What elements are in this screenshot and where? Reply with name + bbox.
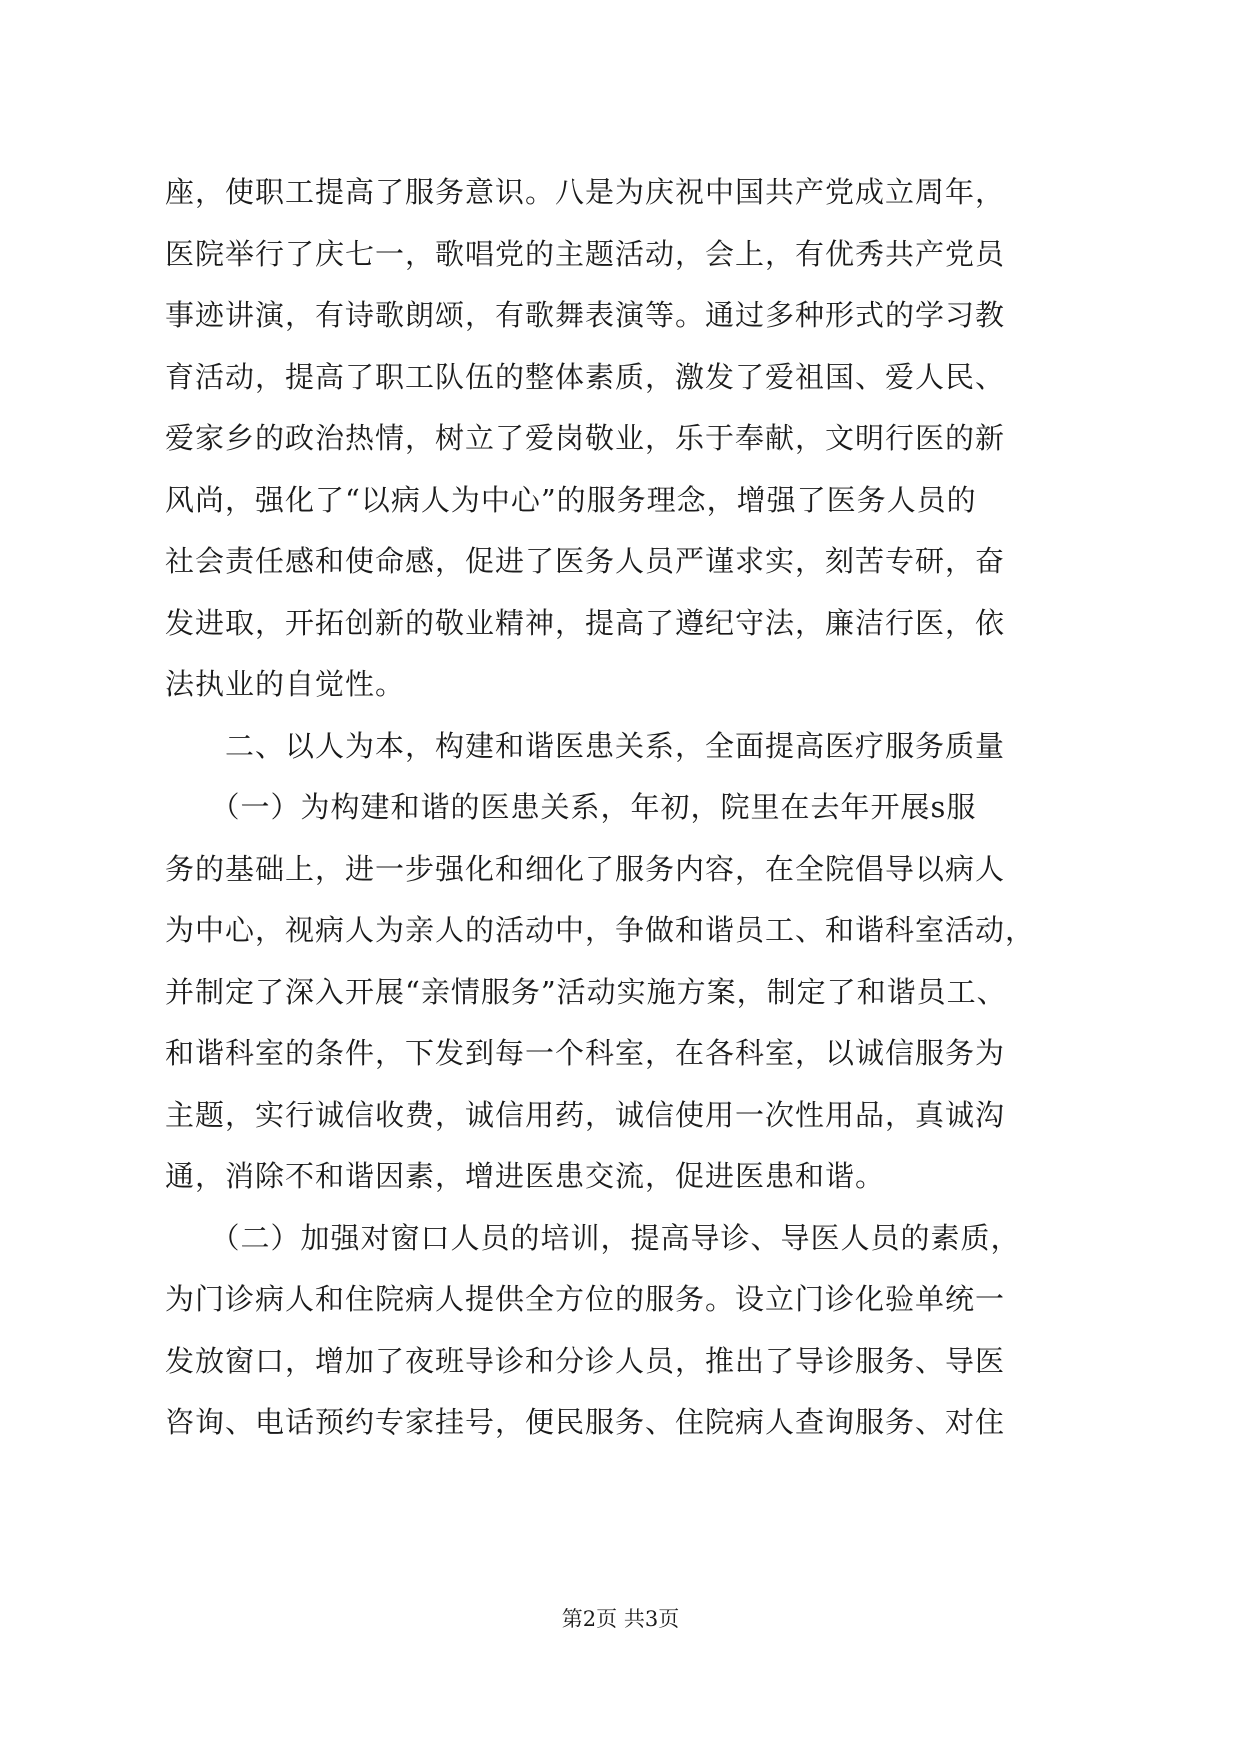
text-line: 务的基础上，进一步强化和细化了服务内容，在全院倡导以病人 xyxy=(165,851,1006,886)
text-line: 为中心，视病人为亲人的活动中，争做和谐员工、和谐科室活动， xyxy=(165,913,1036,947)
document-body xyxy=(165,162,1085,1454)
text-line: 座，使职工提高了服务意识。八是为庆祝中国共产党成立周年， xyxy=(165,175,1006,209)
text-line: 风尚，强化了“以病人为中心”的服务理念，增强了医务人员的 xyxy=(165,482,977,517)
text-line: 爱家乡的政治热情，树立了爱岗敬业，乐于奉献，文明行医的新 xyxy=(165,421,1006,455)
text-line: 咨询、电话预约专家挂号，便民服务、住院病人查询服务、对住 xyxy=(165,1405,1006,1439)
text-line: 发进取，开拓创新的敬业精神，提高了遵纪守法，廉洁行医，依 xyxy=(165,605,1006,640)
text-line: （一）为构建和谐的医患关系，年初，院里在去年开展s服 xyxy=(165,790,977,824)
text-line: 事迹讲演，有诗歌朗颂，有歌舞表演等。通过多种形式的学习教 xyxy=(165,298,1006,332)
text-line: 法执业的自觉性。 xyxy=(165,667,406,701)
page-number-footer: 第2页 共3页 xyxy=(561,1607,680,1631)
text-line: 社会责任感和使命感，促进了医务人员严谨求实，刻苦专研，奋 xyxy=(165,544,1006,578)
text-line: 通，消除不和谐因素，增进医患交流，促进医患和谐。 xyxy=(165,1159,886,1193)
text-line: 为门诊病人和住院病人提供全方位的服务。设立门诊化验单统一 xyxy=(165,1282,1006,1316)
text-line: 育活动，提高了职工队伍的整体素质，激发了爱祖国、爱人民、 xyxy=(165,359,1006,394)
text-line: 和谐科室的条件，下发到每一个科室，在各科室，以诚信服务为 xyxy=(165,1036,1006,1070)
text-line: 并制定了深入开展“亲情服务”活动实施方案，制定了和谐员工、 xyxy=(165,974,1007,1009)
section-heading: 二、以人为本，构建和谐医患关系，全面提高医疗服务质量 xyxy=(165,728,1006,763)
text-line: （二）加强对窗口人员的培训，提高导诊、导医人员的素质， xyxy=(165,1220,1021,1255)
text-line: 主题，实行诚信收费，诚信用药，诚信使用一次性用品，真诚沟 xyxy=(165,1097,1006,1132)
text-line: 医院举行了庆七一，歌唱党的主题活动，会上，有优秀共产党员 xyxy=(165,236,1006,271)
text-line: 发放窗口，增加了夜班导诊和分诊人员，推出了导诊服务、导医 xyxy=(165,1343,1006,1378)
